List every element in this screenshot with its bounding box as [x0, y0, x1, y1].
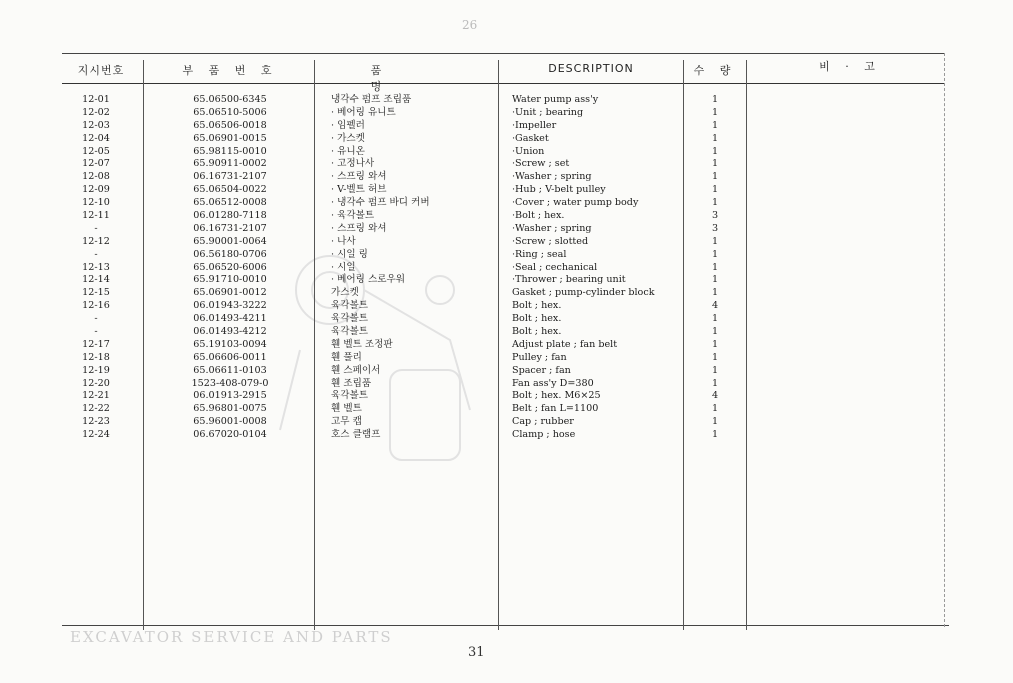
part-number-cell: 06.01493-4211 — [193, 313, 267, 325]
part-number-cell: 65.91710-0010 — [193, 274, 267, 286]
part-number-cell: 65.06506-0018 — [193, 119, 267, 131]
ref-cell: 12-16 — [82, 300, 110, 312]
faded-footer-text: EXCAVATOR SERVICE AND PARTS — [70, 628, 393, 646]
description-cell: ·Washer ; spring — [512, 171, 592, 183]
quantity-cell: 1 — [711, 287, 719, 299]
ref-cell: - — [94, 313, 98, 325]
ref-cell: 12-04 — [82, 132, 110, 144]
part-name-cell: 휀 스페이서 — [331, 364, 381, 376]
part-name-cell: 휀 벨트 — [331, 403, 362, 415]
ref-cell: 12-15 — [82, 287, 110, 299]
description-cell: Spacer ; fan — [512, 364, 571, 376]
quantity-cell: 1 — [711, 429, 719, 441]
ref-cell: 12-24 — [82, 429, 110, 441]
ref-cell: 12-09 — [82, 184, 110, 196]
ref-cell: 12-01 — [82, 94, 110, 105]
header-remarks: 비 · 고 — [819, 60, 881, 73]
page-marker: 26 — [462, 18, 478, 32]
part-name-cell: 휀 조립품 — [331, 377, 372, 389]
description-cell: Clamp ; hose — [512, 429, 576, 441]
part-number-cell: 06.01943-3222 — [193, 300, 267, 312]
ref-cell: 12-11 — [82, 210, 110, 222]
part-number-cell: 06.67020-0104 — [193, 429, 267, 441]
ref-column — [64, 94, 128, 442]
ref-cell: - — [94, 326, 98, 338]
ref-cell: 12-22 — [82, 403, 110, 415]
description-cell: Bolt ; hex. M6×25 — [512, 390, 601, 402]
part-name-cell: · 육각볼트 — [331, 210, 375, 222]
description-cell: ·Seal ; cechanical — [512, 261, 598, 273]
description-cell: Gasket ; pump-cylinder block — [512, 287, 655, 299]
description-cell: ·Ring ; seal — [512, 248, 567, 260]
ref-cell: 12-14 — [82, 274, 110, 286]
part-number-cell: 65.06504-0022 — [193, 184, 267, 196]
description-cell: Cap ; rubber — [512, 416, 574, 428]
quantity-cell: 1 — [711, 184, 719, 196]
description-cell: ·Gasket — [512, 132, 549, 144]
description-cell: ·Impeller — [512, 119, 557, 131]
quantity-cell: 1 — [711, 261, 719, 273]
quantity-cell: 1 — [711, 119, 719, 131]
part-name-cell: 육각볼트 — [331, 326, 369, 338]
quantity-cell: 1 — [711, 326, 719, 338]
part-number-cell: 65.06520-6006 — [193, 261, 267, 273]
header-ref-no: 지시번호 — [77, 64, 125, 77]
part-name-cell: · 시일 — [331, 261, 356, 273]
ref-cell: 12-17 — [82, 338, 110, 350]
part-name-cell: · 스프링 와셔 — [331, 222, 387, 234]
description-cell: Pulley ; fan — [512, 351, 567, 363]
part-number-cell: 65.90001-0064 — [193, 235, 267, 247]
part-name-cell: 휀 벨트 조정판 — [331, 338, 393, 350]
page-number: 31 — [468, 645, 485, 660]
header-quantity: 수 량 — [693, 64, 737, 77]
header-rule — [62, 83, 944, 84]
part-name-cell: · V-벨트 허브 — [331, 184, 387, 196]
quantity-cell: 1 — [711, 338, 719, 350]
right-edge-rule — [944, 53, 945, 627]
quantity-cell: 1 — [711, 416, 719, 428]
part-name-cell: 육각볼트 — [331, 390, 369, 402]
column-divider — [314, 60, 315, 630]
ref-cell: 12-12 — [82, 235, 110, 247]
description-cell: Fan ass'y D=380 — [512, 377, 594, 389]
part-name-cell: · 임펠러 — [331, 119, 365, 131]
part-number-column — [155, 94, 305, 442]
quantity-cell: 3 — [711, 210, 719, 222]
header-part-name: 품 명 — [370, 64, 442, 93]
part-number-cell: 65.19103-0094 — [193, 338, 267, 350]
description-cell: ·Washer ; spring — [512, 222, 592, 234]
quantity-cell: 4 — [711, 390, 719, 402]
part-number-cell: 06.16731-2107 — [193, 171, 267, 183]
part-name-cell: 육각볼트 — [331, 300, 369, 312]
part-number-cell: 65.06500-6345 — [193, 94, 267, 105]
quantity-cell: 1 — [711, 132, 719, 144]
quantity-column — [685, 94, 745, 442]
ref-cell: 12-05 — [82, 145, 110, 157]
part-name-cell: 냉각수 펌프 조립품 — [331, 94, 412, 105]
description-cell: ·Union — [512, 145, 545, 157]
part-number-cell: 1523-408-079-0 — [191, 377, 269, 389]
part-number-cell: 65.98115-0010 — [193, 145, 267, 157]
quantity-cell: 1 — [711, 377, 719, 389]
description-cell: ·Cover ; water pump body — [512, 197, 639, 209]
part-number-cell: 65.96001-0008 — [193, 416, 267, 428]
part-name-cell: · 베어링 유니트 — [331, 106, 396, 118]
ref-cell: - — [94, 248, 98, 260]
part-name-cell: 육각볼트 — [331, 313, 369, 325]
part-name-cell: · 스프링 와셔 — [331, 171, 387, 183]
column-divider — [498, 60, 499, 630]
column-divider — [143, 60, 144, 630]
part-number-cell: 06.56180-0706 — [193, 248, 267, 260]
header-part-no: 부 품 번 호 — [182, 64, 278, 77]
ref-cell: 12-02 — [82, 106, 110, 118]
quantity-cell: 1 — [711, 145, 719, 157]
quantity-cell: 1 — [711, 158, 719, 170]
part-number-cell: 65.06512-0008 — [193, 197, 267, 209]
ref-cell: 12-23 — [82, 416, 110, 428]
description-cell: ·Hub ; V-belt pulley — [512, 184, 606, 196]
ref-cell: 12-20 — [82, 377, 110, 389]
part-name-cell: 고무 캡 — [331, 416, 362, 428]
ref-cell: 12-21 — [82, 390, 110, 402]
ref-cell: - — [94, 222, 98, 234]
quantity-cell: 3 — [711, 222, 719, 234]
quantity-cell: 1 — [711, 197, 719, 209]
bottom-rule — [62, 625, 949, 626]
ref-cell: 12-19 — [82, 364, 110, 376]
quantity-cell: 4 — [711, 300, 719, 312]
part-name-cell: · 베어링 스로우워 — [331, 274, 406, 286]
description-cell: Bolt ; hex. — [512, 313, 562, 325]
quantity-cell: 1 — [711, 248, 719, 260]
top-rule — [62, 53, 944, 54]
part-name-cell: · 나사 — [331, 235, 356, 247]
ref-cell: 12-13 — [82, 261, 110, 273]
description-cell: ·Bolt ; hex. — [512, 210, 565, 222]
header-description: DESCRIPTION — [548, 62, 634, 75]
part-number-cell: 06.01280-7118 — [193, 210, 267, 222]
quantity-cell: 1 — [711, 106, 719, 118]
column-divider — [746, 60, 747, 630]
quantity-cell: 1 — [711, 313, 719, 325]
description-cell: Water pump ass'y — [512, 94, 599, 105]
quantity-cell: 1 — [711, 364, 719, 376]
part-number-cell: 65.06901-0012 — [193, 287, 267, 299]
quantity-cell: 1 — [711, 403, 719, 415]
description-column — [512, 94, 655, 442]
quantity-cell: 1 — [711, 351, 719, 363]
ref-cell: 12-08 — [82, 171, 110, 183]
description-cell: ·Thrower ; bearing unit — [512, 274, 626, 286]
description-cell: ·Screw ; slotted — [512, 235, 589, 247]
part-name-cell: 휀 풀리 — [331, 351, 362, 363]
quantity-cell: 1 — [711, 171, 719, 183]
part-number-cell: 06.01493-4212 — [193, 326, 267, 338]
quantity-cell: 1 — [711, 94, 719, 105]
part-name-cell: · 유니온 — [331, 145, 365, 157]
part-name-cell: 가스켓 — [331, 287, 359, 299]
part-name-cell: 호스 클램프 — [331, 429, 381, 441]
part-number-cell: 65.06510-5006 — [193, 106, 267, 118]
description-cell: Bolt ; hex. — [512, 300, 562, 312]
part-number-cell: 65.06901-0015 — [193, 132, 267, 144]
ref-cell: 12-18 — [82, 351, 110, 363]
quantity-cell: 1 — [711, 235, 719, 247]
description-cell: Adjust plate ; fan belt — [512, 338, 618, 350]
part-number-cell: 65.06611-0103 — [193, 364, 267, 376]
part-number-cell: 06.01913-2915 — [193, 390, 267, 402]
ref-cell: 12-10 — [82, 197, 110, 209]
description-cell: ·Screw ; set — [512, 158, 570, 170]
part-number-cell: 65.96801-0075 — [193, 403, 267, 415]
part-name-cell: · 고정나사 — [331, 158, 375, 170]
ref-cell: 12-03 — [82, 119, 110, 131]
quantity-cell: 1 — [711, 274, 719, 286]
column-divider — [683, 60, 684, 630]
ref-cell: 12-07 — [82, 158, 110, 170]
part-number-cell: 65.90911-0002 — [193, 158, 267, 170]
part-name-cell: · 냉각수 펌프 바디 커버 — [331, 197, 430, 209]
part-name-cell: · 가스켓 — [331, 132, 365, 144]
part-number-cell: 06.16731-2107 — [193, 222, 267, 234]
part-name-cell: · 시일 링 — [331, 248, 368, 260]
description-cell: Belt ; fan L=1100 — [512, 403, 599, 415]
description-cell: ·Unit ; bearing — [512, 106, 584, 118]
description-cell: Bolt ; hex. — [512, 326, 562, 338]
part-number-cell: 65.06606-0011 — [193, 351, 267, 363]
part-name-column — [331, 94, 430, 442]
